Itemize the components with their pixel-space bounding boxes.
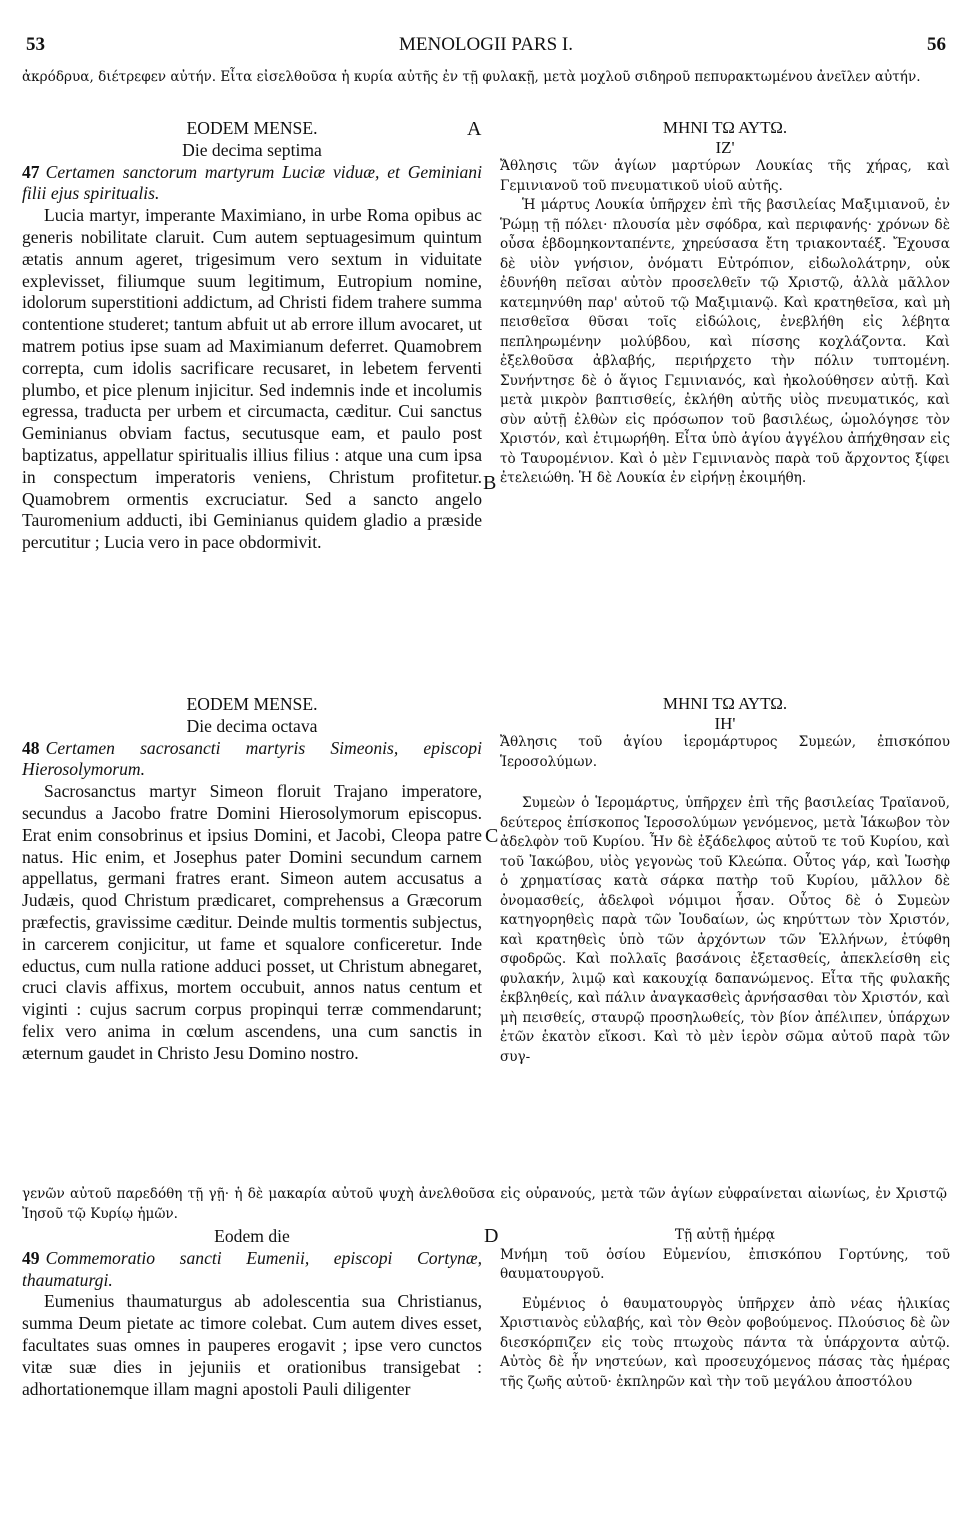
section-48-greek [500,694,950,1067]
section-number: 49 [22,1247,40,1268]
section-number: 47 [22,161,40,182]
margin-marker-b: B [483,472,497,494]
margin-marker-d: D [484,1225,499,1247]
section-49-greek [500,1226,950,1392]
latin-day-heading: Die decima septima [182,139,322,160]
greek-title: Μνήμη τοῦ ὁσίου Εὐμενίου, ἐπισκόπου Γορτύνης, τοῦ θαυματουργοῦ. [500,1246,950,1282]
greek-title: Ἄθλησις τοῦ ἁγίου ἱερομάρτυρος Συμεών, ἐπισκόπου Ἱεροσολύμων. [500,734,950,770]
section-47-greek [500,118,950,489]
greek-day-heading: ΙΖ' [715,137,735,157]
page-number-right: 56 [927,34,946,55]
greek-month-heading: ΜΗΝΙ ΤΩ ΑΥΤΩ. [662,694,788,713]
running-title: MENOLOGII PARS I. [398,34,573,55]
page-header [26,34,946,64]
section-48-latin [22,694,482,1065]
latin-month-heading: EODEM MENSE. [186,694,318,714]
top-greek-continuation: ἀκρόδρυα, διέτρεφεν αὐτήν. Εἶτα εἰσελθοῦσα ἡ κυρία αὐτῆς ἐν τῇ φυλακῇ, μετὰ μοχλοῦ σιδηροῦ πεπυρακτωμένου ἀνεῖλεν αὐτήν. [22,69,921,85]
section-48-title [22,738,482,782]
section-49-title [22,1248,482,1292]
latin-day-heading: Die decima octava [186,715,318,736]
mid-greek-continuation: γενῶν αὐτοῦ παρεδόθη τῇ γῇ· ἡ δὲ μακαρία αὐτοῦ ψυχὴ ἀνελθοῦσα εἰς οὐρανούς, μετὰ τῶν ἁγίων εὐφραίνεται αἰωνίως, ἐν Χριστῷ Ἰησοῦ τῷ Κυρίῳ ἡμῶν. [22,1186,947,1222]
greek-title: Ἄθλησις τῶν ἁγίων μαρτύρων Λουκίας τῆς χήρας, καὶ Γεμινιανοῦ τοῦ πνευματικοῦ υἱοῦ αὐτῆς. [500,158,950,194]
latin-title-text: Commemoratio sancti Eumenii, episcopi Cortynæ, thaumaturgi. [22,1247,482,1290]
margin-marker-a: A [467,118,482,140]
section-47-latin [22,118,482,554]
latin-body: Eumenius thaumaturgus ab adolescentia sua Christianus, summa Deum pietate ac timore colebat. Cum autem dives esset, facultates suas omnes in pauperes erogavit ; ipse vero cunctos vitæ suæ dies in jejuniis et orationibus transigebat : adhortationemque illam magni apostoli Pauli diligenter [22,1291,482,1399]
greek-month-heading: ΜΗΝΙ ΤΩ ΑΥΤΩ. [662,118,788,137]
latin-body: Sacrosanctus martyr Simeon floruit Trajano imperatore, secundus a Jacobo fratre Domini Hierosolymorum episcopus. Erat enim consobrinus et ipsius Domini, et Jacobi, Cleopa patre natus. Hic enim, et Josephus pater Domini secundum carnem appellatus, germani fratres erant. Simeon autem accusatus a Judæis, quod Christum prædicaret, comprehensus a Græcorum præfectis, gravissime cæditur. Deinde multis tormentis subjectus, in carcerem conjicitur, ut fame et squalore conficeretur. Inde eductus, cum nulla ratione adduci posset, ut Christum abnegaret, cruci clavis affixus, mortem occubuit, annos natus centum et viginti : cujus sacrum corpus propinqui terræ commendarunt; felix vero anima in cœlum ascendens, una cum sanctis in æternum gaudet in Christo Jesu Domino nostro. [22,781,482,1063]
margin-marker-c: C [485,825,499,847]
latin-month-heading: EODEM MENSE. [186,118,318,138]
greek-body: Συμεὼν ὁ Ἱερομάρτυς, ὑπῆρχεν ἐπὶ τῆς βασιλείας Τραϊανοῦ, δεύτερος ἐπίσκοπος Ἱεροσολύμων γενόμενος, μετὰ Ἰάκωβον τὸν ἀδελφὸν τοῦ Κυρίου. Ἦν δὲ ἐξάδελφος αὐτοῦ τε τοῦ Κυρίου, καὶ τοῦ Ἰακώβου, υἱὸς γεγονὼς τοῦ Κλεώπα. Οὗτος γάρ, καὶ Ἰωσὴφ ὁ χρηματίσας κατὰ σάρκα πατὴρ τοῦ Κυρίου, μᾶλλον δὲ ὀνομασθείς, ἀδελφοὶ νόμιμοι ἦσαν. Οὗτος δὲ ὁ Συμεὼν κατηγορηθεὶς παρὰ τῶν Ἰουδαίων, ὡς κηρύττων τὸν Χριστόν, καὶ κρατηθεὶς ὑπὸ τῶν ἀρχόντων τῶν Ἑλλήνων, ἐτύφθη σφοδρῶς. Καὶ πολλαῖς βασάνοις ἐξετασθείς, ἀπεκλείσθη εἰς φυλακήν, λιμῷ καὶ κακουχίᾳ δαπανώμενος. Εἶτα τῆς φυλακῆς ἐκβληθείς, καὶ πάλιν ἀναγκασθεὶς ἀρνήσασθαι τὸν Χριστόν, καὶ μὴ πεισθείς, σταυρῷ προσηλωθείς, τὸν βίον ἀπέλιπεν, ὑπάρχων ἐτῶν ἑκατὸν εἴκοσι. Καὶ τὸ μὲν ἱερὸν σῶμα αὐτοῦ παρὰ τῶν συγ- [500,795,950,1065]
latin-body: Lucia martyr, imperante Maximiano, in urbe Roma opibus ac generis nobilitate claruit. Cum autem septuagesimum quintum ætatis annum ageret, trigesimum vero sextum in viduitate explevisset, filiumque suum legitimum, Eutropium nomine, idolorum superstitioni addictum, ad Christi fidem trahere summa contentione studeret; tantum abfuit ut ab errore illum avocaret, ut matrem potius ipse suam ad Maximianum deferret. Quamobrem correpta, cum idolis sacrificare recusaret, in lebetem ferventi plumbo, et pice plenum injicitur. Sed indemnis inde et incolumis egressa, traducta per urbem et circumacta, cæditur. Cui sanctus Geminianus obviam factus, secutusque eam, et paulo post baptizatus, appellatur spiritualis illius filius : atque una cum ipsa in conspectum imperatoris veniens, Christum profitetur. Quamobrem ormentis excruciatur. Sed a sancto angelo Tauromenium adducti, ibi Geminianus quidem gladio a præside percutitur ; Lucia vero in pace obdormivit. [22,205,482,553]
latin-day-heading: Eodem die [214,1226,290,1246]
latin-title-text: Certamen sanctorum martyrum Luciæ viduæ, et Geminiani filii ejus spiritualis. [22,161,482,204]
greek-day-heading: ΙΗ' [714,713,736,733]
latin-title-text: Certamen sacrosancti martyris Simeonis, episcopi Hierosolymorum. [22,737,482,780]
section-number: 48 [22,737,40,758]
page-number-left: 53 [26,34,45,55]
section-47-title [22,162,482,206]
section-49-latin [22,1226,482,1400]
greek-body: Εὐμένιος ὁ θαυματουργὸς ὑπῆρχεν ἀπὸ νέας ἡλικίας Χριστιανὸς εὐλαβής, καὶ τὸν Θεὸν φοβούμενος. Πλούσιος δὲ ὢν διεσκόρπιζεν εἰς τοὺς πτωχοὺς πάντα τὰ ὑπάρχοντα αὐτῷ. Αὐτὸς δὲ ἦν νηστεύων, καὶ προσευχόμενος πάσας τὰς ἡμέρας τῆς ζωῆς αὐτοῦ· ἐκπληρῶν καὶ τὴν τοῦ μεγάλου ἀποστόλου [500,1295,950,1390]
greek-day-heading: Τῇ αὐτῇ ἡμέρᾳ [674,1227,776,1243]
greek-body: Ἡ μάρτυς Λουκία ὑπῆρχεν ἐπὶ τῆς βασιλείας Μαξιμιανοῦ, ἐν Ῥώμῃ τῇ πόλει· πλουσία μὲν σφόδρα, καὶ περιφανής· χρόνων δὲ οὖσα ἑβδομηκονταπέντε, χηρεύσασα ἔτη τριακονταέξ. Ἔχουσα δὲ υἱὸν γνήσιον, ὀνόματι Εὐτρόπιον, εἰδωλολάτρην, οὐκ ἐδυνήθη πεῖσαι αὐτὸν προσελθεῖν τῷ Χριστῷ, ἀλλὰ μᾶλλον κατεμηνύθη παρ' αὐτοῦ τῷ Μαξιμιανῷ. Καὶ κρατηθεῖσα, καὶ μὴ πεισθεῖσα θῦσαι τοῖς εἰδώλοις, ἐνεβλήθη εἰς λέβητα πεπληρωμένην μολύβδου, καὶ πίσσης κοχλάζοντα. Καὶ ἐξελθοῦσα ἀβλαβής, περιήρχετο τὴν πόλιν τυπτομένη. Συνήντησε δὲ ὁ ἅγιος Γεμινιανός, καὶ ἠκολούθησεν αὐτῇ. Καὶ μετὰ μικρὸν βαπτισθείς, ἐκλήθη αὐτῆς υἱὸς πνευματικός, καὶ σὺν αὐτῇ ἐλθὼν εἰς πρόσωπον τοῦ βασιλέως, ὡμολόγησε τὸν Χριστόν, καὶ ἐτιμωρήθη. Εἶτα ὑπὸ ἁγίου ἀγγέλου ἀπήχθησαν εἰς τὸ Ταυρομένιον. Καὶ ὁ μὲν Γεμινιανὸς παρὰ τοῦ ἄρχοντος ξίφει ἐτελειώθη. Ἡ δὲ Λουκία ἐν εἰρήνῃ ἐκοιμήθη. [500,197,950,486]
